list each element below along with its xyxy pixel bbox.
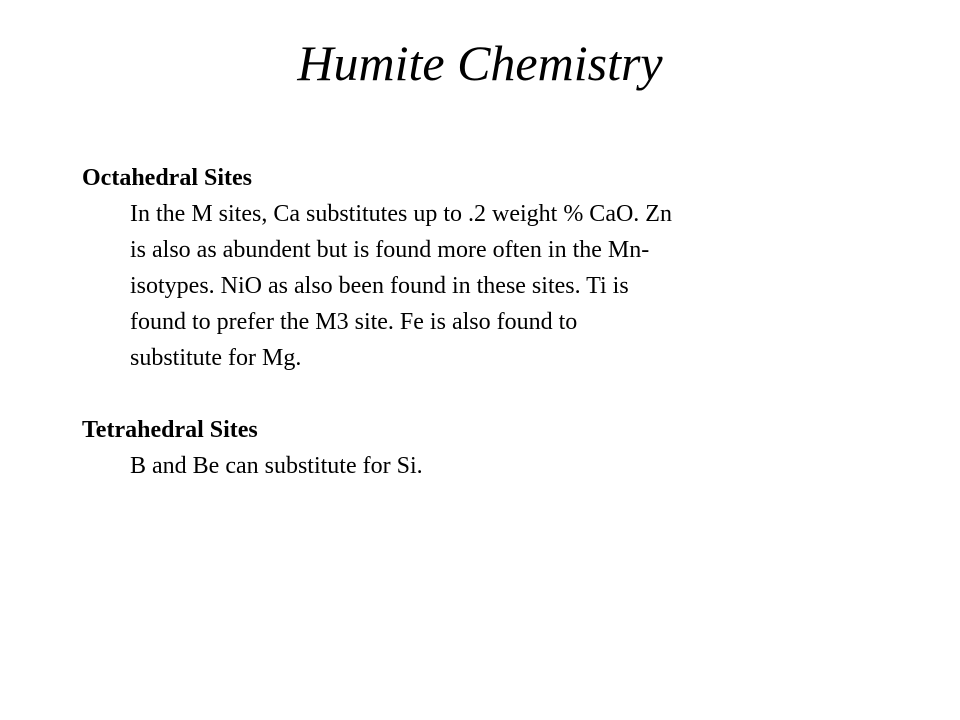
section-body [130,196,862,376]
body-line: isotypes. NiO as also been found in these sites. Ti is [130,273,629,299]
section-tetrahedral-sites [82,412,862,484]
slide-title: Humite Chemistry [297,35,663,91]
section-spacer [82,376,862,412]
slide-content [82,160,862,484]
section-heading: Tetrahedral Sites [82,417,258,443]
body-line: In the M sites, Ca substitutes up to .2 weight % CaO. Zn [130,201,672,227]
section-body [130,448,862,484]
section-octahedral-sites [82,160,862,376]
body-line: substitute for Mg. [130,345,302,371]
body-line: is also as abundent but is found more often in the Mn- [130,237,650,263]
body-line: B and Be can substitute for Si. [130,453,423,479]
section-heading: Octahedral Sites [82,165,252,191]
body-line: found to prefer the M3 site. Fe is also found to [130,309,578,335]
